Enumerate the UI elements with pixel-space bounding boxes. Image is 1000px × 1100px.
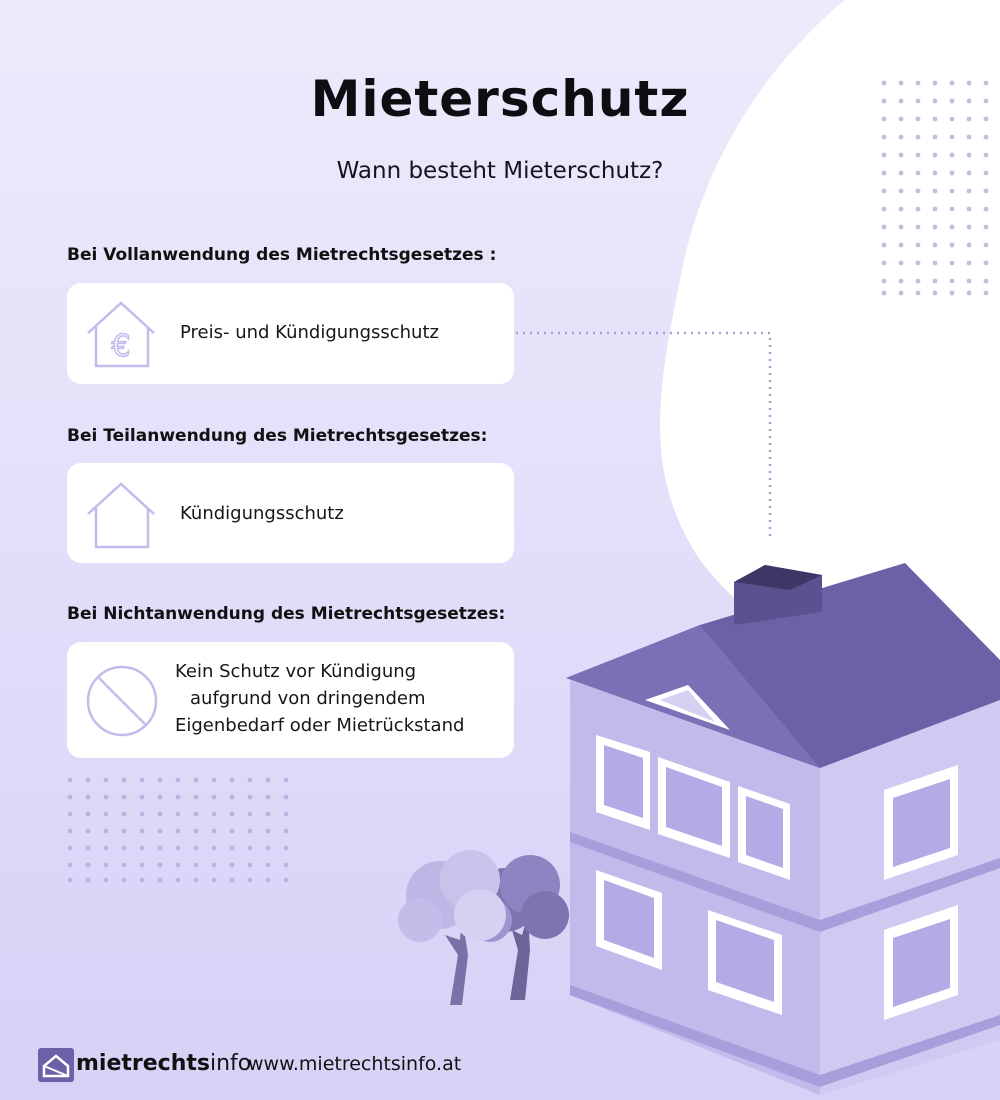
section-heading-no-application: Bei Nichtanwendung des Mietrechtsgesetzes: [67,604,506,624]
section-heading-full-application: Bei Vollanwendung des Mietrechtsgesetzes : [67,245,497,265]
card-text-line: Eigenbedarf oder Mietrückstand [175,715,465,736]
card-text-block [175,658,464,739]
logo-light-part: info [210,1051,252,1076]
card-text-line: aufgrund von dringendem [190,688,426,709]
card-text: Kündigungsschutz [180,503,344,524]
card-text: Preis- und Kündigungsschutz [180,322,439,343]
dot-grid-bottom-left [68,778,289,883]
svg-text:€: € [111,329,131,364]
page-subtitle: Wann besteht Mieterschutz? [336,158,664,184]
logo-icon [38,1048,74,1082]
section-heading-partial-application: Bei Teilanwendung des Mietrechtsgesetzes: [67,426,488,446]
logo-wordmark [76,1051,251,1076]
logo-bold-part: mietrechts [76,1051,210,1076]
card-text-line: Kein Schutz vor Kündigung [175,661,417,682]
trees-illustration [398,850,569,1005]
footer-url[interactable]: www.mietrechtsinfo.at [248,1053,462,1075]
card-full-application [67,283,514,384]
card-partial-application [67,463,514,563]
prohibited-icon [85,664,159,738]
page-title: Mieterschutz [310,70,690,128]
house-icon [85,480,157,550]
house-illustration [566,563,1000,1095]
house-euro-icon [85,299,157,369]
card-no-application [67,642,514,758]
